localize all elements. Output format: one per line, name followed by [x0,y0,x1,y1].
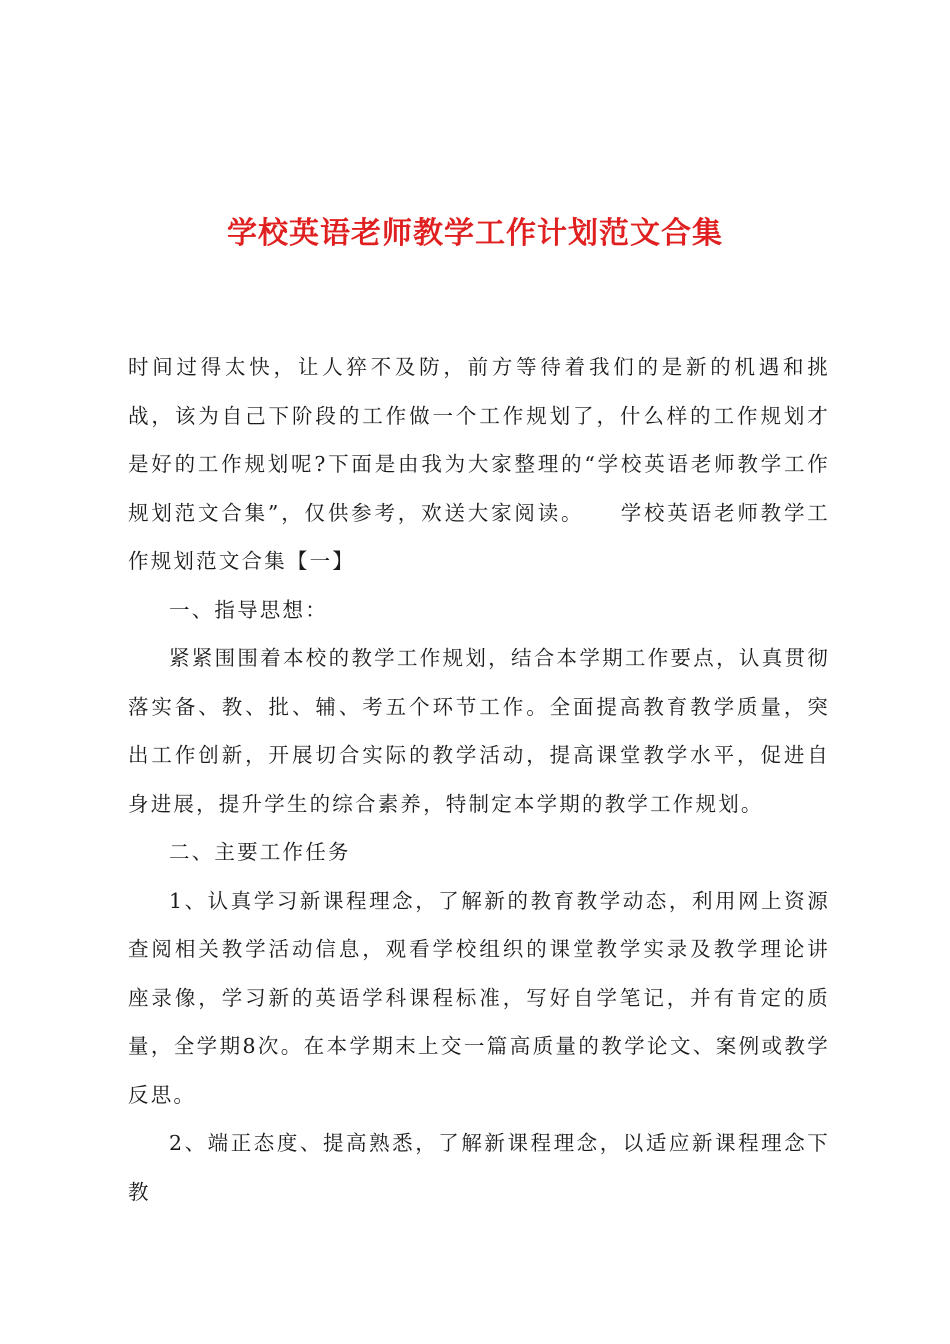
document-title: 学校英语老师教学工作计划范文合集 [227,216,723,251]
task-item-2: 2、端正态度、提高熟悉，了解新课程理念，以适应新课程理念下教 [128,1131,830,1204]
section-heading-guiding-ideas: 一、指导思想： [169,597,328,622]
intro-paragraph: 时间过得太快，让人猝不及防，前方等待着我们的是新的机遇和挑战，该为自己下阶段的工作做一个工作规划了，什么样的工作规划才是好的工作规划呢?下面是由我为大家整理的“学校英语老师教学工作规划范文合集”，仅供参考，欢送大家阅读。 学校英语老师教学工作规划范文合集【一】 [128,355,830,573]
body-paragraph: 紧紧围围着本校的教学工作规划，结合本学期工作要点，认真贯彻落实备、教、批、辅、考五个环节工作。全面提高教育教学质量，突出工作创新，开展切合实际的教学活动，提高课堂教学水平，促进自身进展，提升学生的综合素养，特制定本学期的教学工作规划。 [128,646,830,816]
document-body [128,343,830,1216]
section-heading-main-tasks: 二、主要工作任务 [169,840,351,864]
task-item-1: 1、认真学习新课程理念，了解新的教育教学动态，利用网上资源查阅相关教学活动信息，观看学校组织的课堂教学实录及教学理论讲座录像，学习新的英语学科课程标准，写好自学笔记，并有肯定的质量，全学期8次。在本学期末上交一篇高质量的教学论文、案例或教学反思。 [128,888,830,1107]
